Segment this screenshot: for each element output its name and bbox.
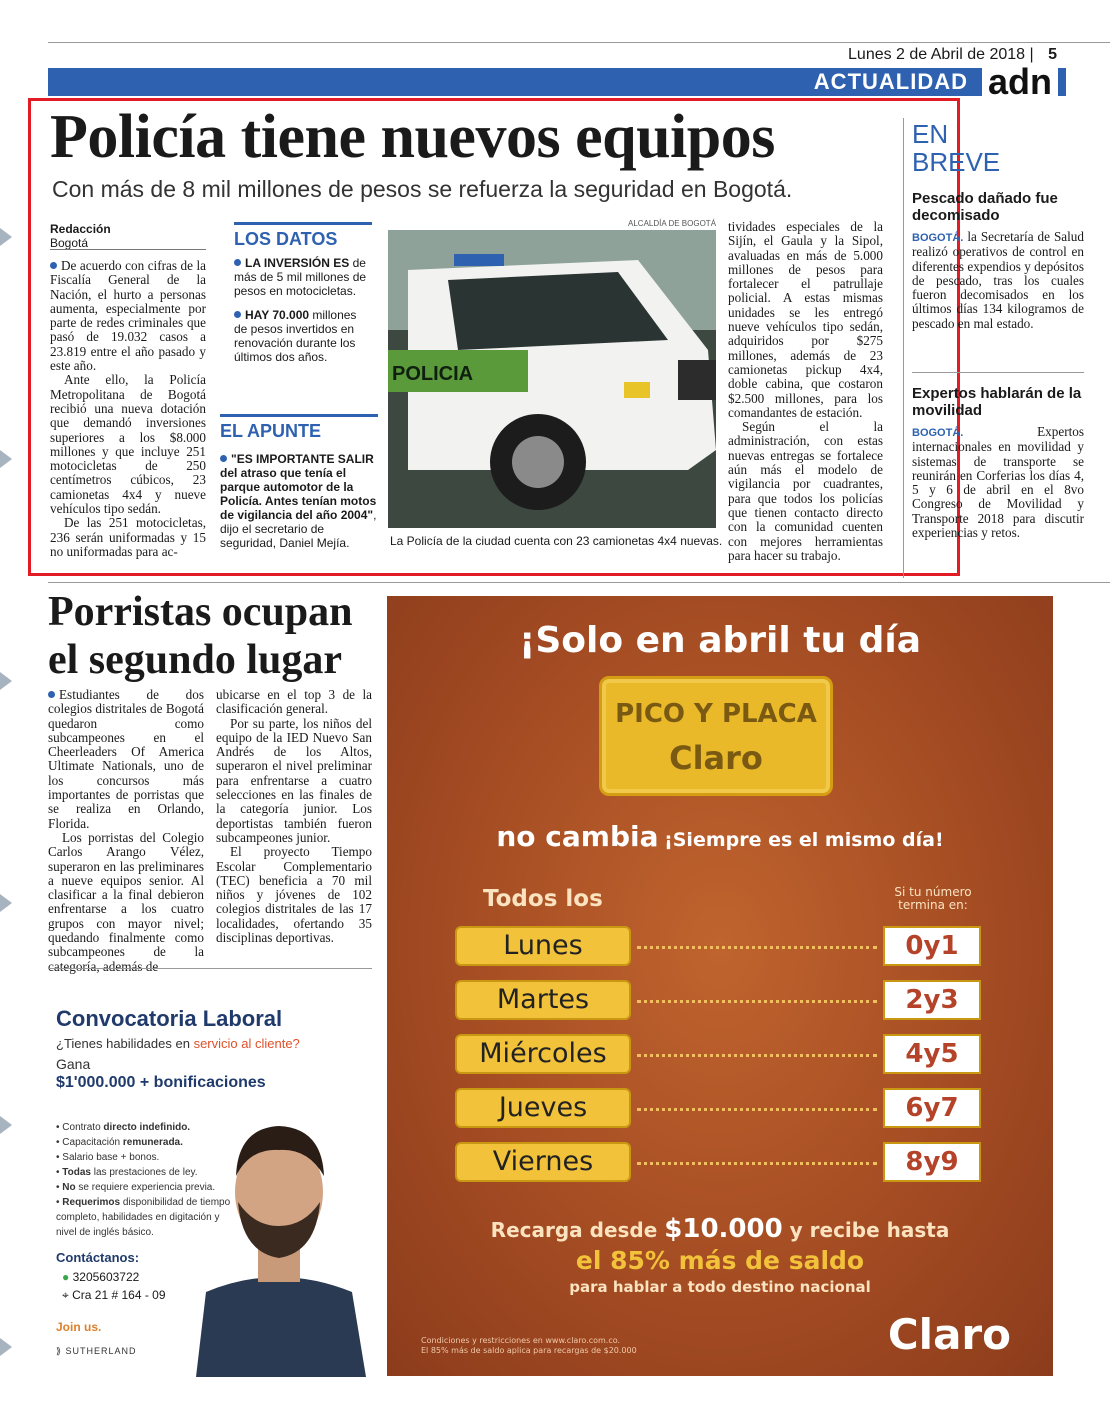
candidate-photo bbox=[186, 1102, 372, 1377]
day-pill: Viernes bbox=[455, 1142, 631, 1182]
dateline: Lunes 2 de Abril de 2018 | 5 bbox=[848, 46, 1057, 63]
article-column-1: De acuerdo con cifras de la Fiscalía General de la Nación, el hurto a personas aumenta, especialmente por parte de redes criminales que pasó de 19.032 casos a 23.819 entre el año pasado y este año. Ante ello, la Policía Metropolitana de Bogotá recibió una nueva dotación que demandó inversiones superiores a los $8.000 millones y que incluye 251 motocicletas de 250 centímetros cúbicos, 23 camionetas 4x4 y nueve vehículos tipo sedán. De las 251 motocicletas, 236 serán uniformadas y 15 no uniformadas para ac- bbox=[50, 258, 206, 559]
digits-pill: 2y3 bbox=[883, 980, 981, 1020]
margin-arrow-icon bbox=[0, 1338, 12, 1356]
top-rule bbox=[48, 42, 1110, 43]
breve-item: Pescado dañado fue decomisado BOGOTÁ. la Secretaría de Salud realizó operativos de control en diferentes expendios y depósitos de pescado, tras los cuales fueron decomisados en los últimos días 134 kilogramos de pescado en mal estado. bbox=[912, 190, 1084, 331]
el-apunte-heading: EL APUNTE bbox=[220, 414, 378, 442]
article-column-4: tividades especiales de la Sijín, el Gaula y la Sipol, avaluadas en más de 5.000 millones de pesos para fortalecer el patrullaje policial. A estas mismas unidades se les entregó nueve vehículos tipo sedán, adquiridos por $275 millones, además de 23 camionetas pickup 4x4, doble cabina, que costaron $2.500 millones, para los comandantes de estación. Según el la administración, con estas nuevas entregas se fortalece aún más el modelo de vigilancia por cuadrantes, para que todos los policías que tienen contacto directo con la comunidad cuenten con mejores herramientas para hacer su trabajo. bbox=[728, 219, 883, 563]
whatsapp-icon: ● bbox=[62, 1270, 70, 1284]
day-pill: Lunes bbox=[455, 926, 631, 966]
margin-arrow-icon bbox=[0, 228, 12, 246]
claro-ad: ¡Solo en abril tu día PICO Y PLACA Claro no cambia ¡Siempre es el mismo día! Todos los Si tu número termina en: Lunes 0y1 Martes 2y3 Miércoles 4y5 Jueves 6y7 Viernes 8y9 Recarga desde $10.000 y recibe hasta el 85% más de saldo para hablar a todo destino nacional Condiciones y restricciones en www.claro.com.co. El 85% más de saldo aplica para recargas de $20.000 Claro bbox=[387, 596, 1053, 1376]
brand-logo: adn bbox=[982, 64, 1058, 100]
en-breve-heading: EN BREVE bbox=[912, 119, 1001, 177]
byline: Redacción Bogotá bbox=[50, 222, 111, 250]
los-datos-heading: LOS DATOS bbox=[234, 222, 372, 250]
license-plate: PICO Y PLACA Claro bbox=[599, 676, 833, 796]
article-headline: Policía tiene nuevos equipos bbox=[50, 103, 775, 171]
digits-pill: 4y5 bbox=[883, 1034, 981, 1074]
margin-arrow-icon bbox=[0, 894, 12, 912]
margin-arrow-icon bbox=[0, 450, 12, 468]
photo-caption: La Policía de la ciudad cuenta con 23 camionetas 4x4 nuevas. bbox=[390, 534, 723, 548]
ad-headline: ¡Solo en abril tu día bbox=[518, 620, 922, 661]
digits-pill: 8y9 bbox=[883, 1142, 981, 1182]
claro-logo: Claro bbox=[887, 1310, 1011, 1359]
photo-credit: ALCALDÍA DE BOGOTÁ bbox=[628, 219, 717, 228]
margin-arrow-icon bbox=[0, 1116, 12, 1134]
police-truck-photo bbox=[388, 230, 716, 528]
porristas-column-2: ubicarse en el top 3 de la clasificación general. Por su parte, los niños del equipo de la IED Nuevo San Andrés de los Altos, superaron el nivel preliminar para enfrentarse a cuatro selecciones en las finales de la categoría junior. Los deportistas también fueron subcampeones junior. El proyecto Tiempo Escolar Complementario (TEC) beneficia a 70 mil niños y jóvenes de 102 colegios distritales de las 17 localidades, ofertando 35 disciplinas deportivas. bbox=[216, 687, 372, 946]
svg-text:POLICIA: POLICIA bbox=[392, 363, 474, 385]
sutherland-logo-icon: ⟫ bbox=[56, 1346, 63, 1356]
digits-pill: 0y1 bbox=[883, 926, 981, 966]
el-apunte-box: EL APUNTE "ES IMPORTANTE SALIR del atraso que tenía el parque automotor de la Policía. Antes tenían motos de vigilancia del año 2004", dijo el secretario de seguridad, Daniel Mejía. bbox=[220, 414, 378, 550]
job-ad-title: Convocatoria Laboral bbox=[56, 1006, 283, 1031]
digits-pill: 6y7 bbox=[883, 1088, 981, 1128]
breve-item: Expertos hablarán de la movilidad BOGOTÁ. Expertos internacionales en movilidad y sistemas de transporte se reunirán en Corferias los días 4, 5 y 6 de abril en el 8vo Congreso de Movilidad y Transporte 2018 para discutir experiencias y retos. bbox=[912, 385, 1084, 541]
day-pill: Jueves bbox=[455, 1088, 631, 1128]
porristas-headline: Porristas ocupan el segundo lugar bbox=[48, 589, 353, 683]
day-pill: Miércoles bbox=[455, 1034, 631, 1074]
bullet-dot-icon bbox=[50, 262, 57, 269]
porristas-column-1: Estudiantes de dos colegios distritales de Bogotá quedaron como subcampeones en el Cheerleaders Of America Ultimate Nationals, uno de los concursos más importantes de porristas que se realiza en Orlando, Florida. Los porristas del Colegio Carlos Arango Vélez, superaron en las preliminares a nueve equipos senior. Al clasificar a la final debieron enfrentarse a los cuatro grupos con mayor nivel; quedando finalmente como subcampeones de la categoría, además de bbox=[48, 687, 204, 974]
day-pill: Martes bbox=[455, 980, 631, 1020]
job-ad: Convocatoria Laboral ¿Tienes habilidades en servicio al cliente? Gana $1'000.000 + bonificaciones • Contrato directo indefinido. • Capacitación remunerada. • Salario base + bonos. • Todas las prestaciones de ley. • No se requiere experiencia previa. • Requerimos disponibilidad de tiempo completo, habilidades en digitación y nivel de inglés básico. Contáctanos: ● 3205603722 ⌖ Cra 21 # 164 - 09 Join us. ⟫ SUTHERLAND bbox=[48, 984, 370, 1376]
margin-arrow-icon bbox=[0, 672, 12, 690]
location-pin-icon: ⌖ bbox=[62, 1288, 69, 1302]
article-deck: Con más de 8 mil millones de pesos se refuerza la seguridad en Bogotá. bbox=[52, 176, 793, 202]
section-label: ACTUALIDAD bbox=[813, 69, 968, 94]
los-datos-box: LOS DATOS LA INVERSIÓN ES de más de 5 mil millones de pesos en motocicletas. HAY 70.000 millones de pesos invertidos en renovación durante los últimos dos años. bbox=[220, 222, 372, 364]
section-bar bbox=[48, 61, 1066, 102]
